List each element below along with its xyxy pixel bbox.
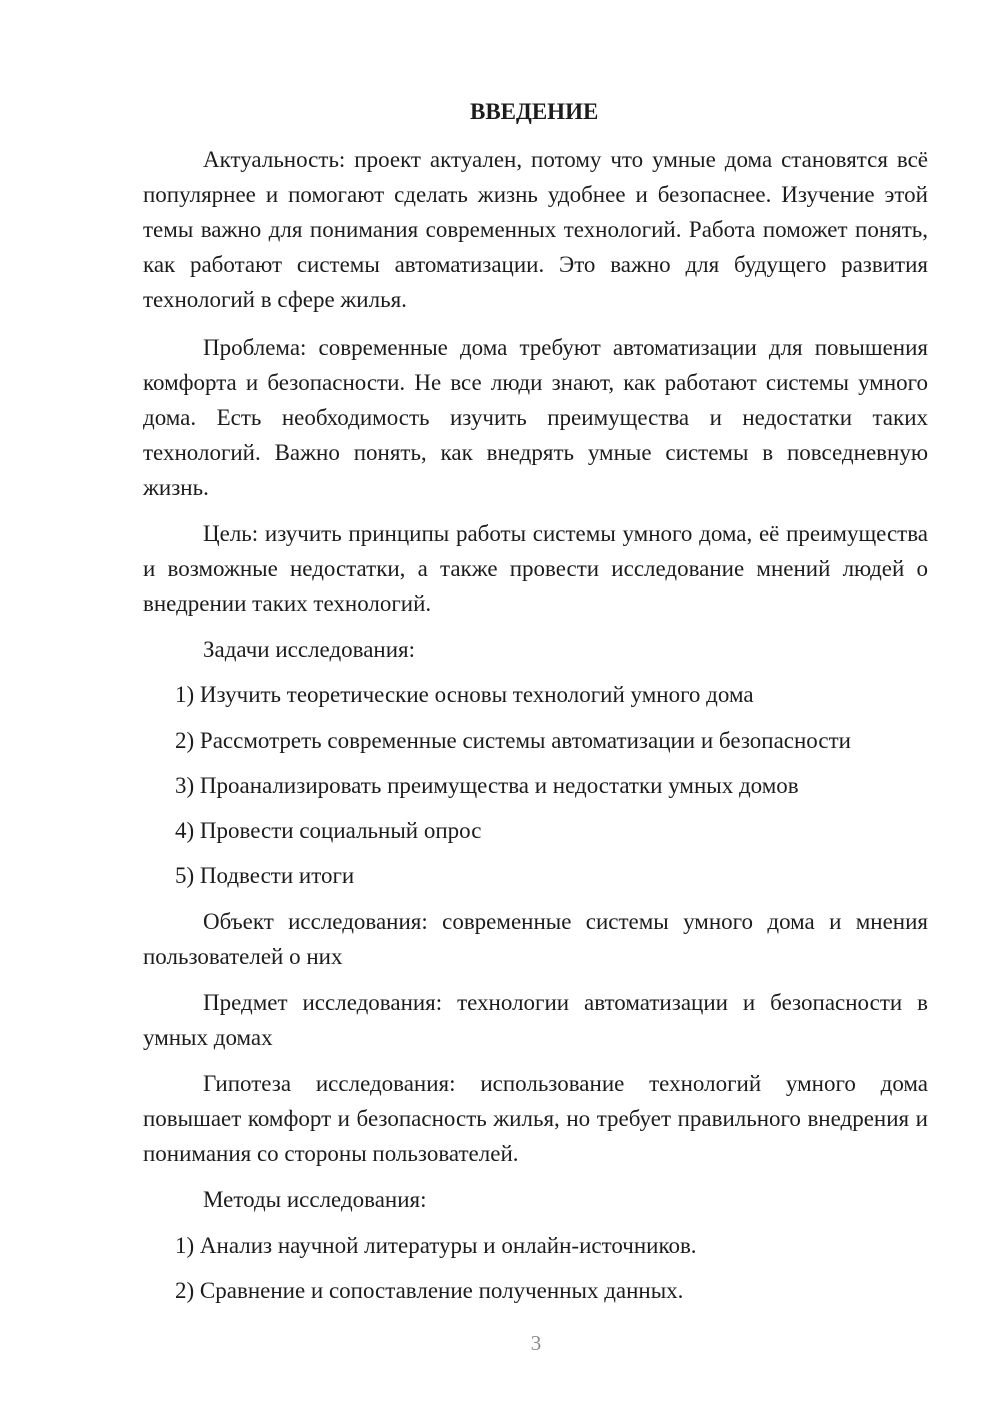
task-item-2: 2) Рассмотреть современные системы автоматизации и безопасности [175, 728, 851, 753]
tasks-heading: Задачи исследования: [203, 637, 416, 662]
task-item-3: 3) Проанализировать преимущества и недостатки умных домов [175, 773, 799, 798]
method-item-2: 2) Сравнение и сопоставление полученных данных. [175, 1278, 684, 1303]
section-title-text: ВВЕДЕНИЕ [470, 99, 599, 124]
task-item-1: 1) Изучить теоретические основы технологий умного дома [175, 682, 754, 707]
method-item-1: 1) Анализ научной литературы и онлайн-источников. [175, 1233, 697, 1258]
paragraph-object: Объект исследования: современные системы умного дома и мнения пользователей о них [143, 909, 928, 969]
paragraph-goal: Цель: изучить принципы работы системы умного дома, её преимущества и возможные недостатки, а также провести исследование мнений людей о внедрении таких технологий. [143, 521, 928, 616]
paragraph-problem: Проблема: современные дома требуют автоматизации для повышения комфорта и безопасности. Не все люди знают, как работают системы умного дома. Есть необходимость изучить преимущества и недостатки таких технологий. Важно понять, как внедрять умные системы в повседневную жизнь. [143, 335, 928, 500]
paragraph-relevance: Актуальность: проект актуален, потому что умные дома становятся всё популярнее и помогают сделать жизнь удобнее и безопаснее. Изучение этой темы важно для понимания современных технологий. Работа поможет понять, как работают системы автоматизации. Это важно для будущего развития технологий в сфере жилья. [143, 147, 928, 312]
paragraph-hypothesis: Гипотеза исследования: использование технологий умного дома повышает комфорт и безопасность жилья, но требует правильного внедрения и понимания со стороны пользователей. [143, 1071, 928, 1166]
task-item-5: 5) Подвести итоги [175, 863, 355, 888]
paragraph-subject: Предмет исследования: технологии автоматизации и безопасности в умных домах [143, 990, 928, 1050]
methods-heading: Методы исследования: [203, 1187, 427, 1212]
page-number: 3 [530, 1331, 542, 1355]
task-item-4: 4) Провести социальный опрос [175, 818, 482, 843]
